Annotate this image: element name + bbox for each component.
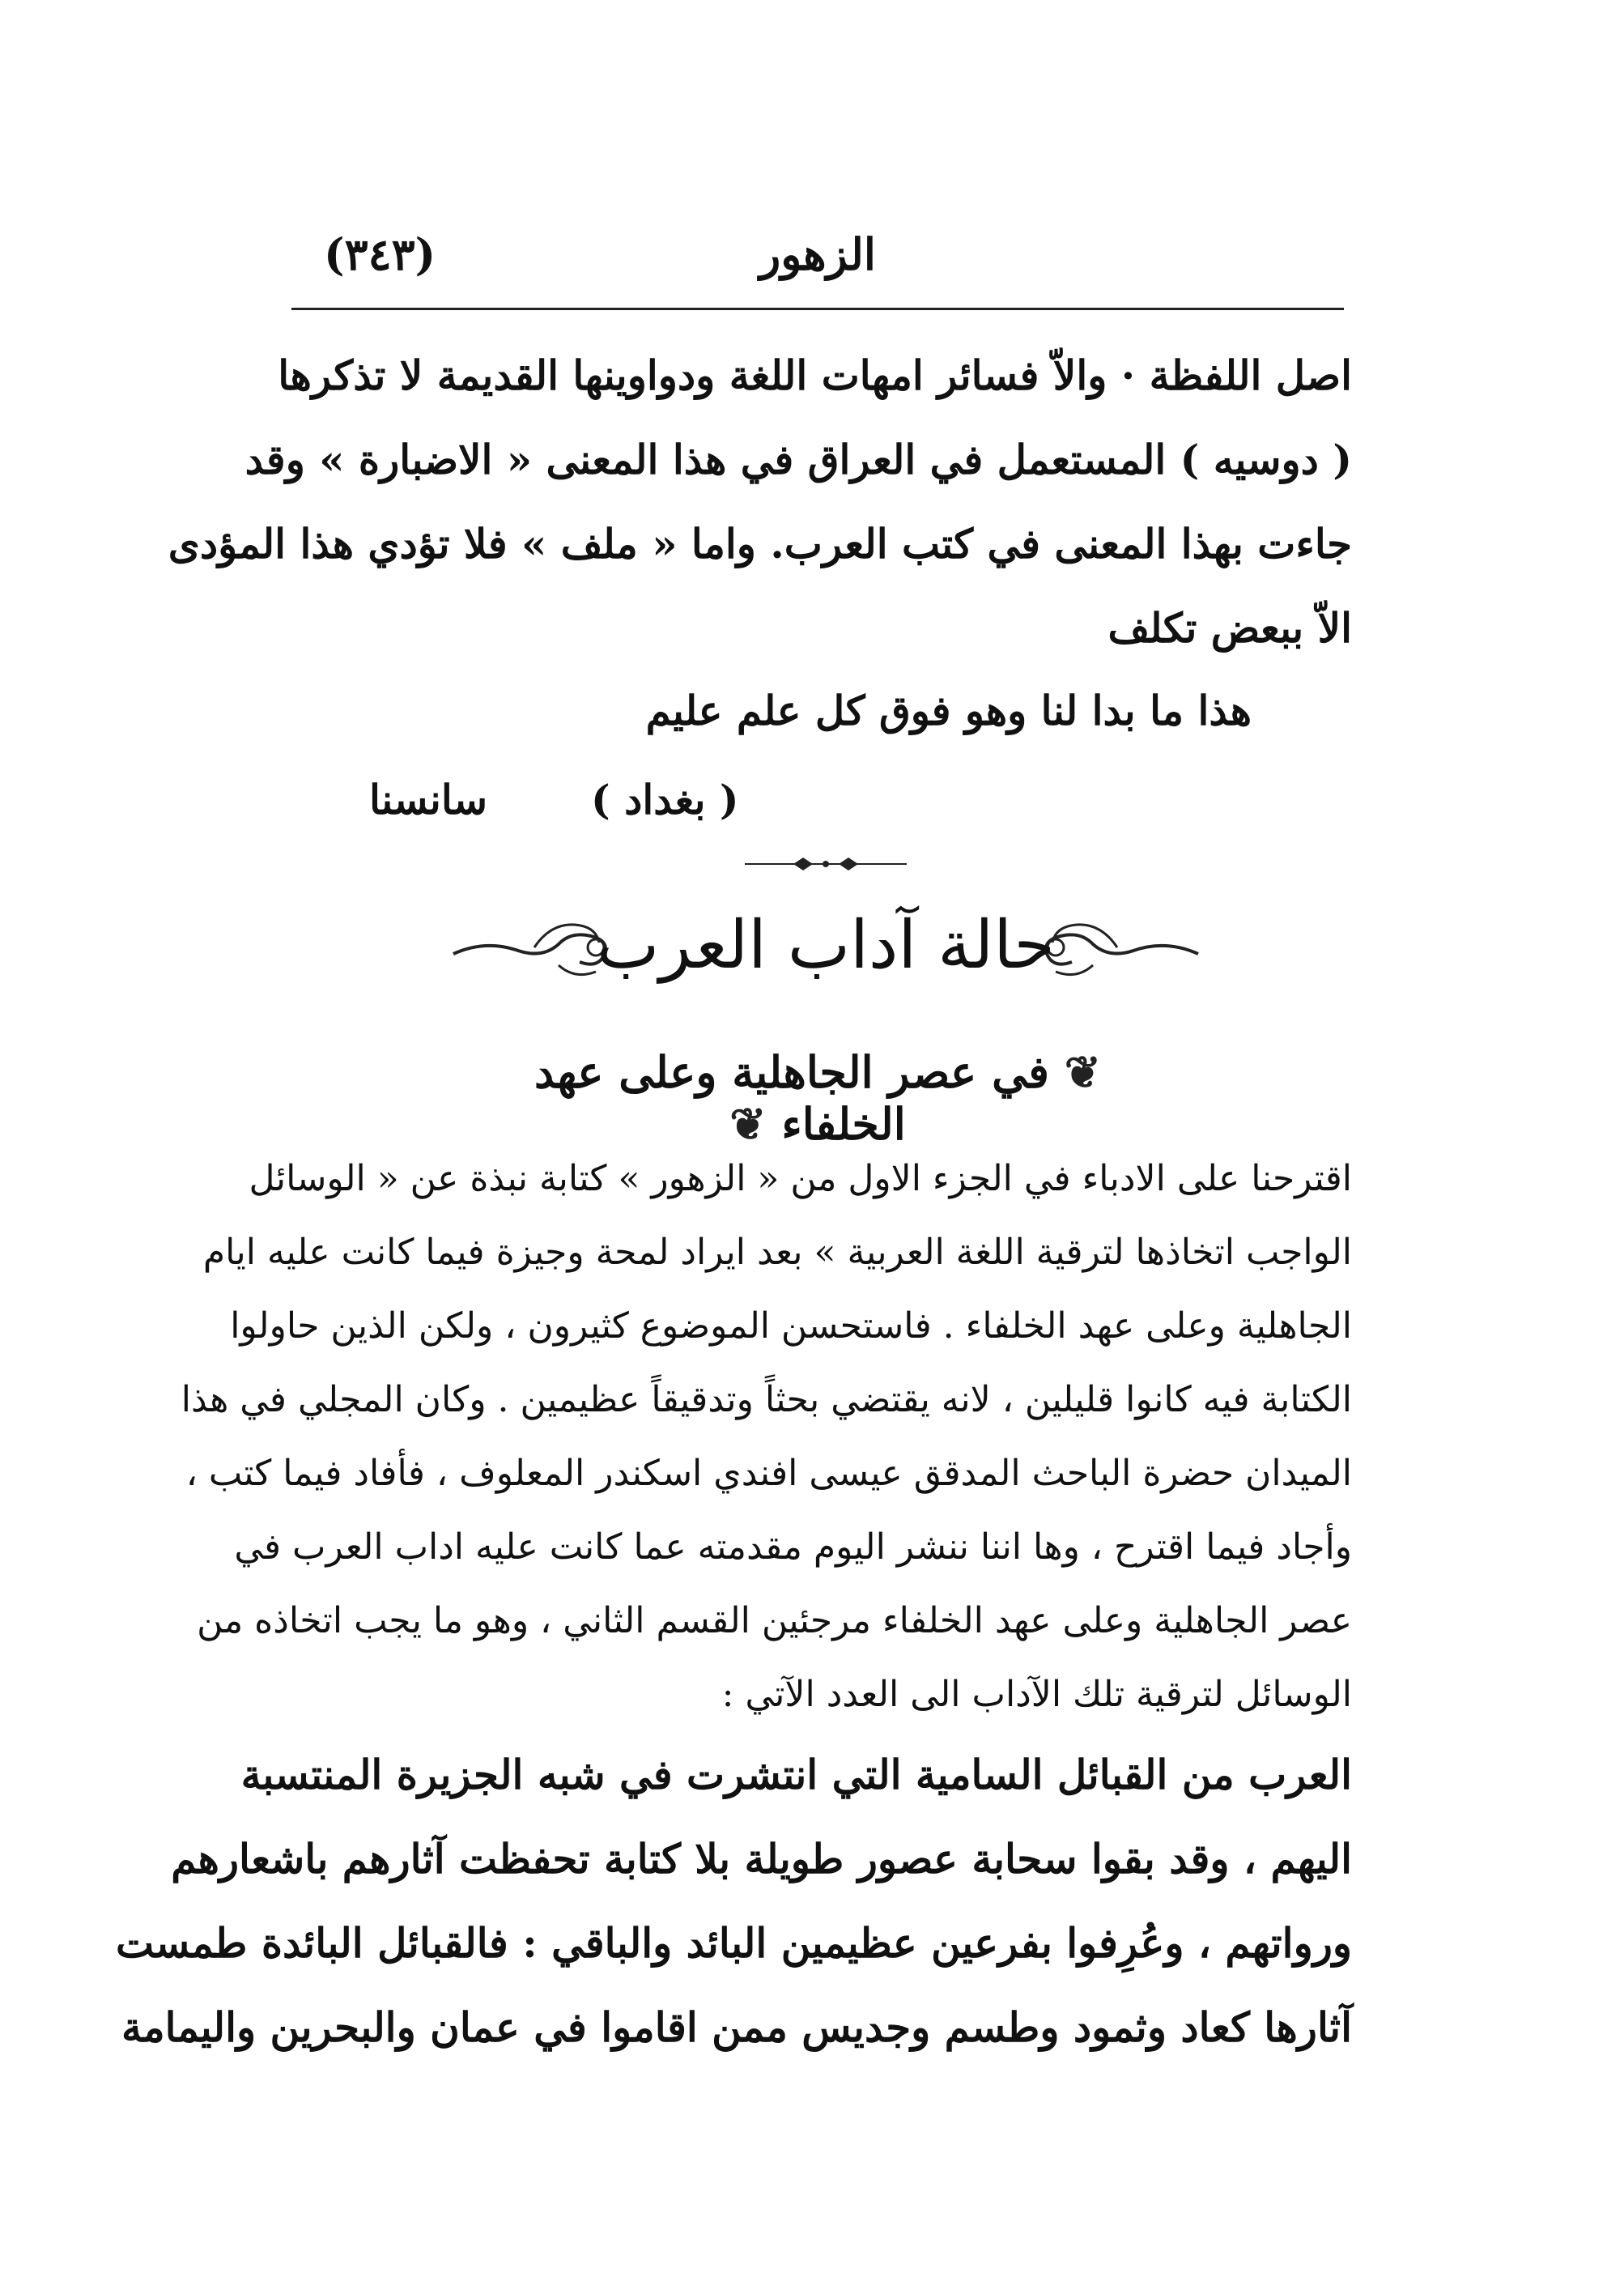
article-subtitle bbox=[486, 1046, 1150, 1150]
text-line: عصر الجاهلية وعلى عهد الخلفاء مرجئين القسم الثاني ، وهو ما يجب اتخاذه من bbox=[197, 1600, 1352, 1641]
article-body bbox=[116, 1733, 1352, 2070]
text-line: ورواتهم ، وعُرِفوا بفرعين عظيمين البائد والباقي : فالقبائل البائدة طمست bbox=[116, 1919, 1352, 1967]
text-line: العرب من القبائل السامية التي انتشرت في شبه الجزيرة المنتسبة bbox=[240, 1751, 1352, 1798]
continuation-paragraph bbox=[168, 334, 1352, 670]
text-line: جاءت بهذا المعنى في كتب العرب. واما « ملف » فلا تؤدي هذا المؤدى bbox=[168, 520, 1352, 568]
article-subtitle-text: في عصر الجاهلية وعلى عهد الخلفاء bbox=[534, 1046, 1049, 1150]
closing-sentence: هذا ما بدا لنا وهو فوق كل علم عليم bbox=[645, 687, 1252, 734]
text-line: اليهم ، وقد بقوا سحابة عصور طويلة بلا كتابة تحفظت آثارهم باشعارهم bbox=[171, 1835, 1352, 1883]
page-number: (٣٤٣) bbox=[324, 228, 436, 280]
text-line: آثارها كعاد وثمود وطسم وجديس ممن اقاموا في عمان والبحرين واليمامة bbox=[121, 2003, 1352, 2051]
signature-name: سانسنا bbox=[369, 776, 487, 824]
text-line: الميدان حضرة الباحث المدقق عيسى افندي اسكندر المعلوف ، فأفاد فيما كتب ، bbox=[185, 1453, 1352, 1494]
text-line: الوسائل لترقية تلك الآداب الى العدد الآتي : bbox=[721, 1674, 1352, 1715]
separator-ornament bbox=[745, 852, 907, 876]
running-title: الزهور bbox=[759, 228, 876, 280]
text-line: الكتابة فيه كانوا قليلين ، لانه يقتضي بحثاً وتدقيقاً عظيمين . وكان المجلي في هذا bbox=[181, 1379, 1352, 1420]
text-line: ( دوسيه ) المستعمل في العراق في هذا المعنى « الاضبارة » وقد bbox=[244, 436, 1352, 483]
article-title: حالة آداب العرب bbox=[597, 907, 1055, 984]
page-header bbox=[291, 228, 1344, 301]
subtitle-ornament-right-icon: ❦ bbox=[1048, 1046, 1101, 1098]
editorial-introduction bbox=[181, 1142, 1352, 1731]
subtitle-ornament-left-icon: ❦ bbox=[729, 1098, 782, 1150]
signature-place: ( بغداد ) bbox=[591, 776, 739, 824]
text-line: الجاهلية وعلى عهد الخلفاء . فاستحسن الموضوع كثيرون ، ولكن الذين حاولوا bbox=[230, 1305, 1352, 1347]
header-rule bbox=[291, 308, 1344, 310]
text-line: اقترحنا على الادباء في الجزء الاول من « الزهور » كتابة نبذة عن « الوسائل bbox=[249, 1158, 1352, 1199]
text-line: اصل اللفظة · والاّ فسائر امهات اللغة ودواوينها القديمة لا تذكرها bbox=[278, 351, 1352, 399]
text-line: الاّ ببعض تكلف bbox=[1107, 604, 1352, 652]
text-line: وأجاد فيما اقترح ، وها اننا ننشر اليوم مقدمته عما كانت عليه اداب العرب في bbox=[234, 1526, 1352, 1568]
text-line: الواجب اتخاذها لترقية اللغة العربية » بعد ايراد لمحة وجيزة فيما كانت عليه ايام bbox=[202, 1232, 1352, 1273]
